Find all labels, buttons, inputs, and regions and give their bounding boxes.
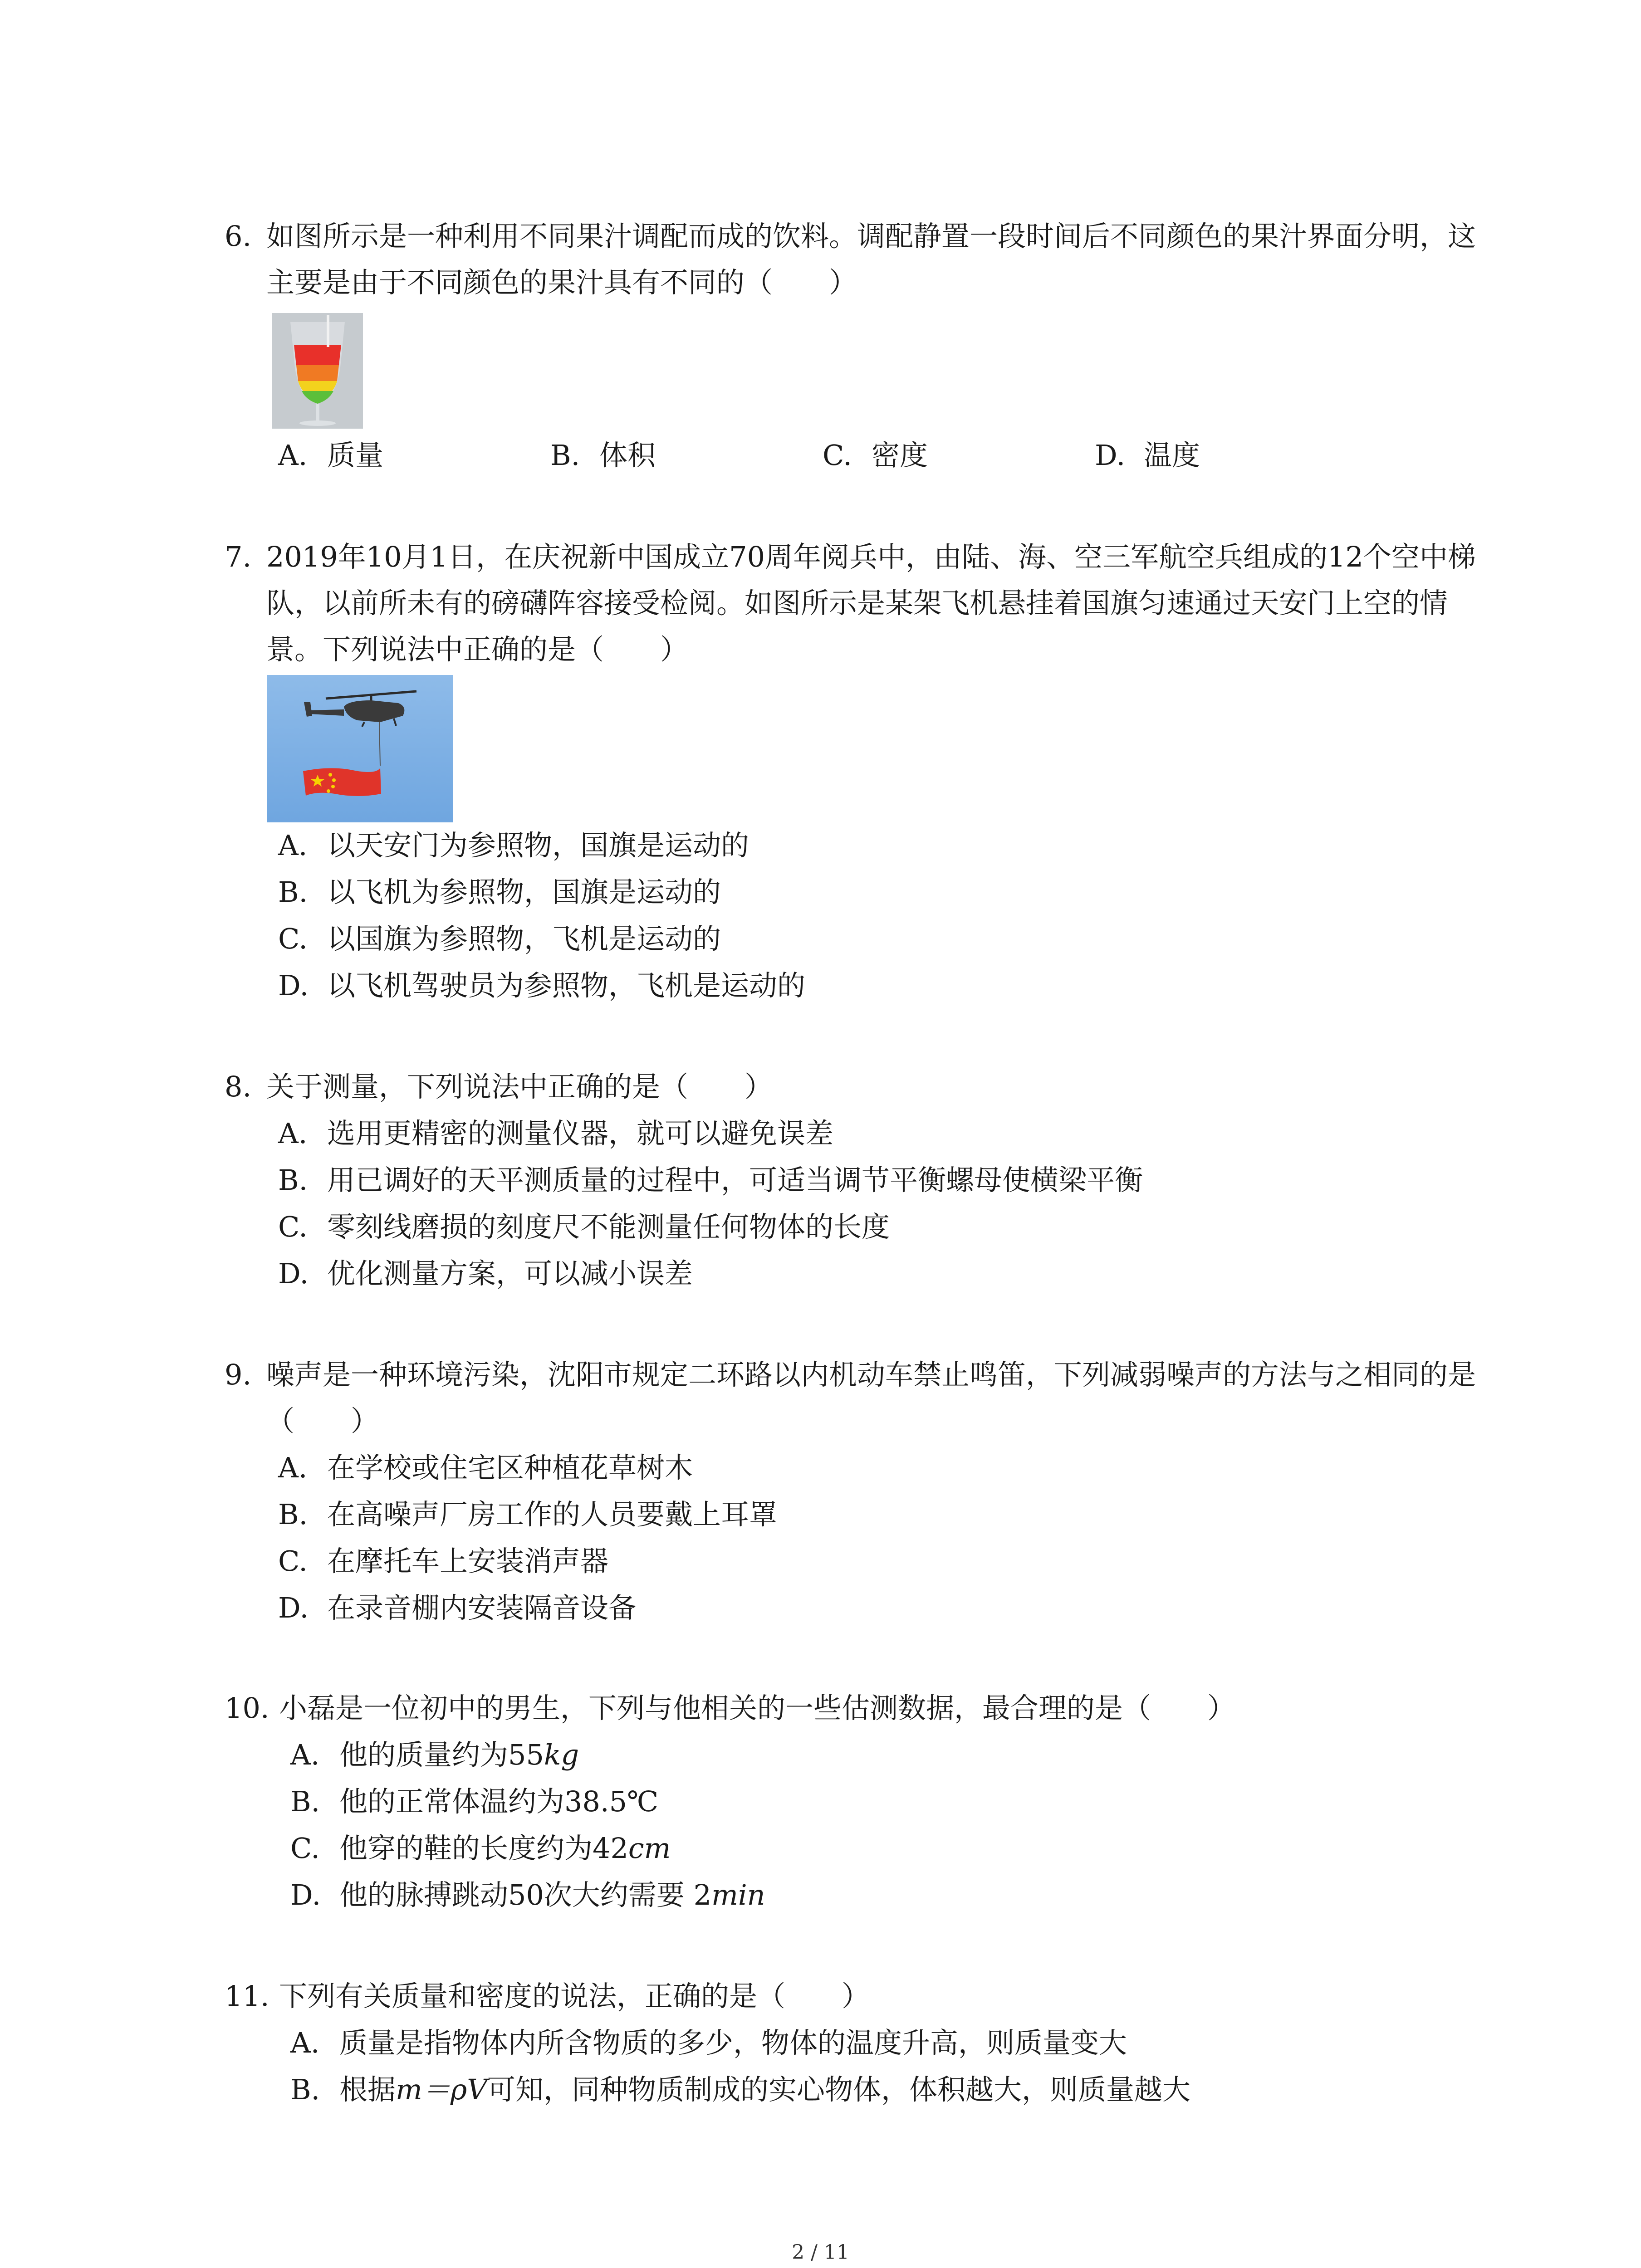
page-number: 2 / 11 [792,2241,849,2264]
question-number: 6. [225,220,252,253]
question-11 [225,1973,1495,2113]
question-stem: 关于测量，下列说法中正确的是（ ） [266,1070,773,1103]
question-stem: 2019年10月1日，在庆祝新中国成立70周年阅兵中，由陆、海、空三军航空兵组成的12个空中梯队，以前所未有的磅礴阵容接受检阅。如图所示是某架飞机悬挂着国旗匀速通过天安门上空的情景。下列说法中正确的是（ ） [266,540,1476,666]
question-7-options [225,822,1495,1009]
option-c[interactable]: C. 在摩托车上安装消声器 [278,1545,609,1578]
question-number: 10. [225,1691,269,1725]
option-a[interactable]: A. 选用更精密的测量仪器，就可以避免误差 [278,1117,834,1150]
option-d[interactable]: D. 温度 [1095,439,1200,472]
formula: m＝ρV [396,2073,488,2106]
option-c[interactable]: C. 以国旗为参照物，飞机是运动的 [278,922,721,955]
question-stem: 小磊是一位初中的男生，下列与他相关的一些估测数据，最合理的是（ ） [279,1691,1236,1725]
option-b[interactable]: B. 用已调好的天平测质量的过程中，可适当调节平衡螺母使横梁平衡 [278,1163,1143,1197]
helicopter-flag-image [267,675,453,822]
question-6-options [225,432,1495,479]
option-c[interactable]: C. 他穿的鞋的长度约为42 cm [290,1832,671,1865]
question-stem: 噪声是一种环境污染，沈阳市规定二环路以内机动车禁止鸣笛，下列减弱噪声的方法与之相同的是（ ） [266,1358,1476,1437]
question-number: 7. [225,540,252,573]
option-d[interactable]: D. 以飞机驾驶员为参照物，飞机是运动的 [278,969,806,1002]
question-7 [225,534,1495,673]
question-6 [225,213,1495,306]
option-a[interactable]: A. 他的质量约为55 kg [290,1738,579,1771]
option-b[interactable]: B. 在高噪声厂房工作的人员要戴上耳罩 [278,1498,778,1531]
option-a[interactable]: A. 以天安门为参照物，国旗是运动的 [278,829,749,862]
question-9 [225,1352,1495,1631]
question-number: 11. [225,1980,269,2013]
question-number: 9. [225,1358,252,1391]
option-a[interactable]: A. 质量是指物体内所含物质的多少，物体的温度升高，则质量变大 [290,2026,1127,2059]
question-stem: 下列有关质量和密度的说法，正确的是（ ） [279,1980,870,2013]
option-b[interactable]: B. 他的正常体温约为38.5℃ [290,1785,659,1818]
option-c[interactable]: C. 密度 [823,439,928,472]
option-a[interactable]: A. 在学校或住宅区种植花草树木 [278,1451,693,1484]
option-b[interactable]: B. 以飞机为参照物，国旗是运动的 [278,875,721,909]
option-c[interactable]: C. 零刻线磨损的刻度尺不能测量任何物体的长度 [278,1210,890,1243]
option-d[interactable]: D. 在录音棚内安装隔音设备 [278,1591,637,1624]
option-d[interactable]: D. 他的脉搏跳动50次大约需要 2 min [290,1878,765,1911]
question-number: 8. [225,1070,252,1103]
option-a[interactable]: A. 质量 [278,439,384,472]
option-b[interactable]: B. 体积 [550,439,656,472]
option-d[interactable]: D. 优化测量方案，可以减小误差 [278,1257,693,1290]
juice-drink-image [272,313,363,429]
question-stem: 如图所示是一种利用不同果汁调配而成的饮料。调配静置一段时间后不同颜色的果汁界面分明，这主要是由于不同颜色的果汁具有不同的（ ） [266,220,1476,299]
question-10 [225,1685,1495,1918]
option-b[interactable]: B. 根据 m＝ρV 可知，同种物质制成的实心物体，体积越大，则质量越大 [290,2066,1495,2113]
question-8 [225,1064,1495,1297]
